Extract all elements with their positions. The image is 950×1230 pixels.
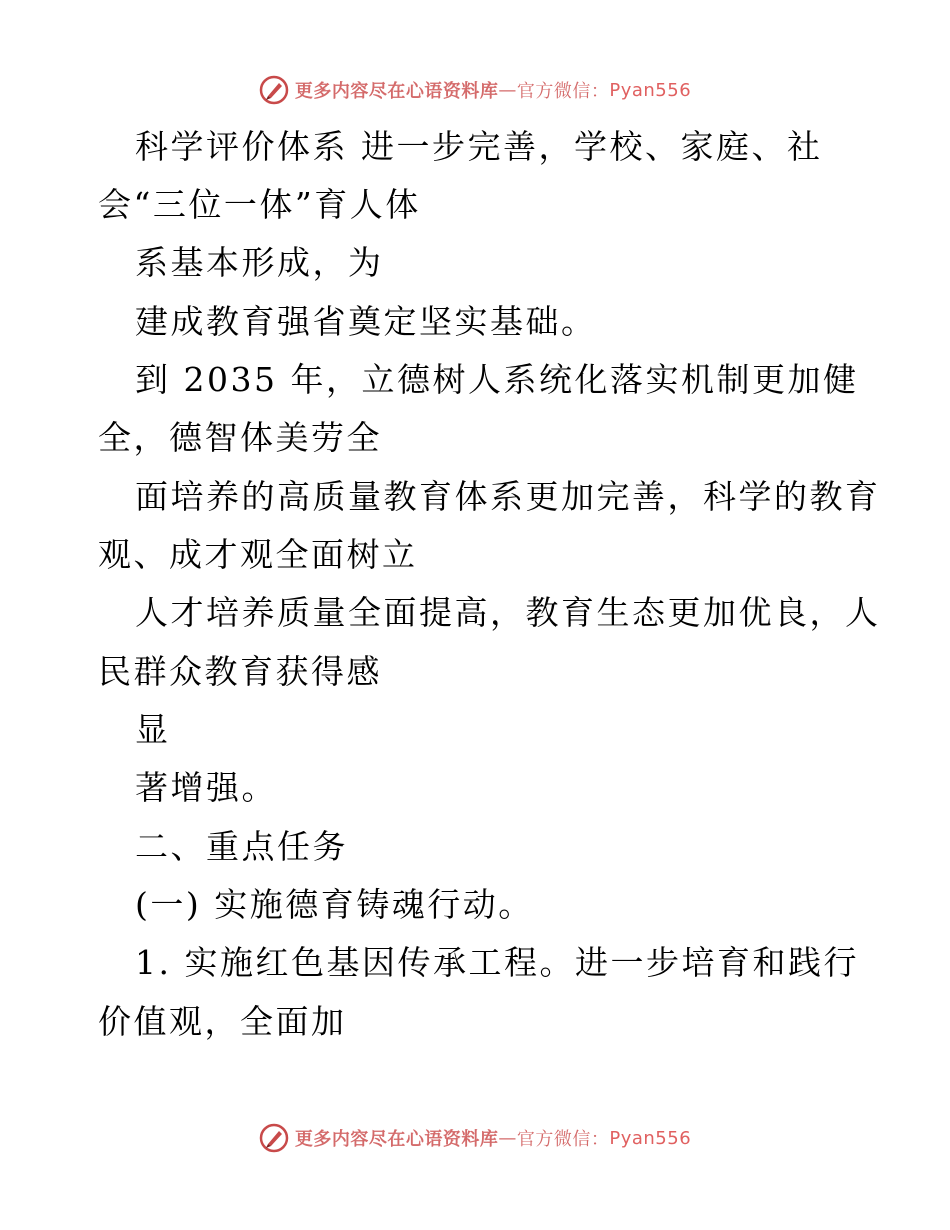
header-watermark-banner [0,70,950,110]
text-line: 民群众教育获得感 [98,652,382,691]
text-line: 观、成才观全面树立 [98,535,418,574]
footer-watermark-banner [0,1118,950,1158]
section-heading: 二、重点任务 [135,827,348,866]
text-line: 价值观，全面加 [98,1002,347,1041]
subsection-heading: (一) 实施德育铸魂行动。 [135,885,534,924]
text-line: 著增强。 [135,768,277,807]
text-line: 会“三位一体”育人体 [98,185,421,224]
quill-pen-logo-icon [259,75,289,105]
text-line: 1. 实施红色基因传承工程。进一步培育和践行 [135,943,859,982]
text-line: 显 [135,710,171,749]
site-name-text: 更多内容尽在心语资料库 [294,1129,499,1150]
text-line: 全，德智体美劳全 [98,418,382,457]
site-name-text: 更多内容尽在心语资料库 [294,81,499,102]
quill-pen-logo-icon [259,1123,289,1153]
wechat-id: Pyan556 [609,1127,692,1149]
text-line: 面培养的高质量教育体系更加完善，科学的教育 [135,477,881,516]
text-line: 到 2035 年，立德树人系统化落实机制更加健 [135,360,859,399]
banner-dash: — [498,79,517,101]
text-line: 系基本形成，为 [135,243,384,282]
wechat-label: 官方微信： [516,81,610,102]
banner-dash: — [498,1127,517,1149]
wechat-label: 官方微信： [516,1129,610,1150]
text-line: 人才培养质量全面提高，教育生态更加优良，人 [135,593,881,632]
wechat-id: Pyan556 [609,79,692,101]
text-line: 建成教育强省奠定坚实基础。 [135,302,597,341]
text-line: 科学评价体系 进一步完善，学校、家庭、社 [135,127,823,166]
